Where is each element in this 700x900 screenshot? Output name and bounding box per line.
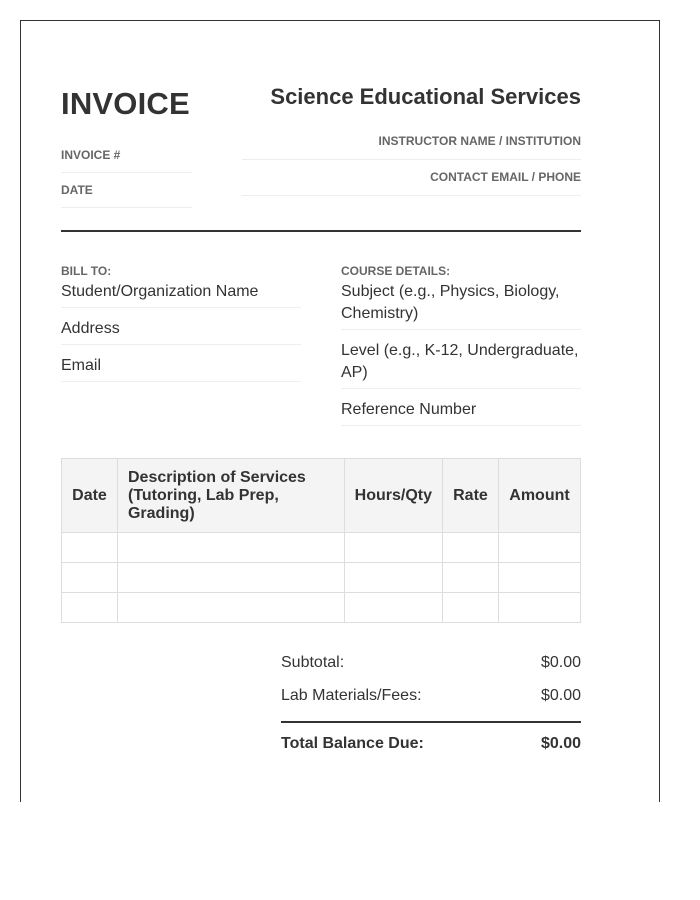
fees-row: [281, 679, 581, 712]
table-cell[interactable]: [62, 593, 118, 623]
table-header-row: [62, 459, 581, 533]
course-details-label: COURSE DETAILS:: [341, 264, 451, 278]
subtotal-row: [281, 646, 581, 679]
column-header-amount: Amount: [498, 459, 580, 533]
table-cell[interactable]: [344, 563, 442, 593]
instructor-field[interactable]: INSTRUCTOR NAME / INSTITUTION: [242, 124, 581, 160]
contact-field[interactable]: CONTACT EMAIL / PHONE: [242, 160, 581, 196]
table-cell[interactable]: [117, 533, 344, 563]
column-header-description: Description of Services (Tutoring, Lab Prep, Grading): [117, 459, 344, 533]
table-cell[interactable]: [117, 593, 344, 623]
company-meta: [242, 124, 581, 196]
table-cell[interactable]: [498, 593, 580, 623]
table-cell[interactable]: [498, 533, 580, 563]
fees-label: Lab Materials/Fees:: [281, 687, 422, 704]
table-cell[interactable]: [442, 533, 498, 563]
services-table: [61, 458, 581, 623]
bill-to-label: BILL TO:: [61, 264, 112, 278]
table-cell[interactable]: [117, 563, 344, 593]
bill-to-section: [61, 264, 301, 392]
table-cell[interactable]: [62, 563, 118, 593]
invoice-date-field[interactable]: DATE: [61, 173, 192, 208]
table-cell[interactable]: [344, 593, 442, 623]
header-divider: [61, 230, 581, 232]
table-cell[interactable]: [442, 563, 498, 593]
totals-divider: [281, 721, 581, 723]
course-details-section: [341, 264, 581, 436]
totals-section: [281, 646, 581, 760]
table-row: [62, 533, 581, 563]
column-header-hours: Hours/Qty: [344, 459, 442, 533]
level-field[interactable]: Level (e.g., K-12, Undergraduate, AP): [341, 340, 581, 389]
address-field[interactable]: Address: [61, 318, 301, 345]
subtotal-label: Subtotal:: [281, 654, 345, 671]
fees-value: $0.00: [540, 687, 581, 704]
subtotal-value: $0.00: [540, 654, 581, 671]
invoice-number-field[interactable]: INVOICE #: [61, 138, 192, 173]
table-cell[interactable]: [62, 533, 118, 563]
email-field[interactable]: Email: [61, 355, 301, 382]
table-cell[interactable]: [442, 593, 498, 623]
table-cell[interactable]: [498, 563, 580, 593]
total-row: [281, 727, 581, 760]
student-name-field[interactable]: Student/Organization Name: [61, 281, 301, 308]
total-value: $0.00: [540, 735, 581, 752]
column-header-date: Date: [62, 459, 118, 533]
table-cell[interactable]: [344, 533, 442, 563]
invoice-meta: [61, 138, 192, 208]
reference-field[interactable]: Reference Number: [341, 399, 581, 426]
table-row: [62, 593, 581, 623]
total-label: Total Balance Due:: [281, 735, 424, 752]
invoice-title: INVOICE: [61, 86, 190, 121]
column-header-rate: Rate: [442, 459, 498, 533]
table-row: [62, 563, 581, 593]
company-name: Science Educational Services: [270, 84, 581, 109]
subject-field[interactable]: Subject (e.g., Physics, Biology, Chemistry): [341, 281, 581, 330]
